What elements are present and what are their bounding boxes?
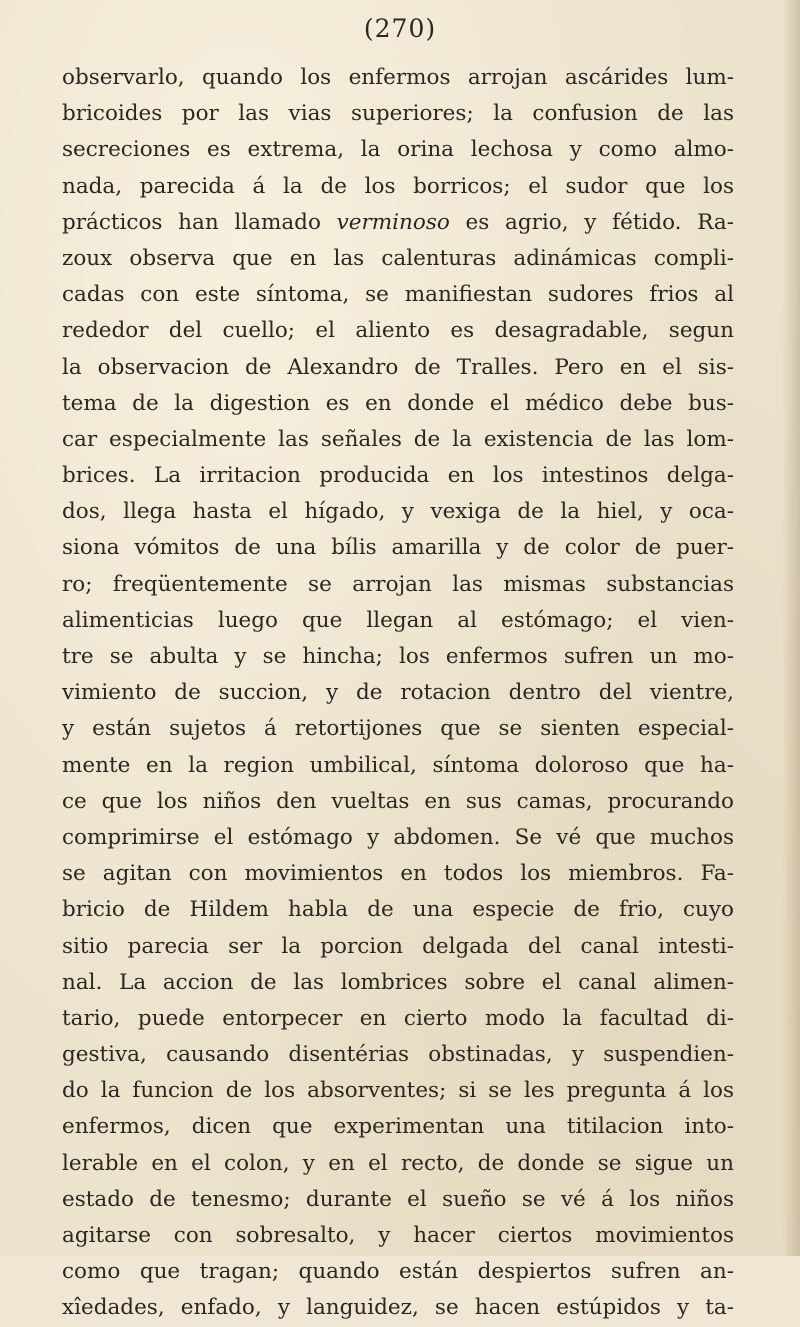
text-line: zoux observa que en las calenturas adinámicas compli- <box>62 245 734 271</box>
text-line: car especialmente las señales de la existencia de las lom- <box>62 426 734 452</box>
text-line: gestiva, causando disentérias obstinadas, y suspendien- <box>62 1042 734 1068</box>
text-line: ce que los niños den vueltas en sus camas, procurando <box>62 788 734 814</box>
text-line: ro; freqüentemente se arrojan las mismas substancias <box>62 571 734 597</box>
text-line: alimenticias luego que llegan al estómago; el vien- <box>62 607 734 633</box>
text-line: vimiento de succion, y de rotacion dentro del vientre, <box>62 680 734 706</box>
text-line: secreciones es extrema, la orina lechosa y como almo- <box>62 137 734 163</box>
text-line: tema de la digestion es en donde el médico debe bus- <box>62 390 734 416</box>
text-line: la observacion de Alexandro de Tralles. Pero en el sis- <box>62 354 734 380</box>
text-line: se agitan con movimientos en todos los miembros. Fa- <box>62 861 734 887</box>
text-line: siona vómitos de una bílis amarilla y de color de puer- <box>62 535 734 561</box>
text-line: observarlo, quando los enfermos arrojan ascárides lum- <box>62 65 734 90</box>
text-line: rededor del cuello; el aliento es desagradable, segun <box>62 318 734 344</box>
text-line: xîedades, enfado, y languidez, se hacen estúpidos y ta- <box>62 1295 734 1321</box>
text-line: estado de tenesmo; durante el sueño se vé á los niños <box>62 1186 734 1212</box>
body-text <box>62 60 734 1327</box>
text-line: tre se abulta y se hincha; los enfermos sufren un mo- <box>62 644 734 669</box>
text-line: bricoides por las vias superiores; la confusion de las <box>62 101 734 127</box>
text-line: mente en la region umbilical, síntoma doloroso que ha- <box>62 752 734 778</box>
page-number: (270) <box>363 14 437 43</box>
italic-term: verminoso <box>336 209 450 235</box>
text-line: do la funcion de los absorventes; si se les pregunta á los <box>62 1078 734 1104</box>
text-line <box>62 205 734 241</box>
text-line: como que tragan; quando están despiertos sufren an- <box>62 1259 734 1285</box>
text-line: bricio de Hildem habla de una especie de frio, cuyo <box>62 897 734 923</box>
text-line: dos, llega hasta el hígado, y vexiga de la hiel, y oca- <box>62 499 734 525</box>
text-line: enfermos, dicen que experimentan una titilacion into- <box>62 1114 734 1140</box>
text-line: cadas con este síntoma, se manifiestan sudores frios al <box>62 282 734 308</box>
text-line: tario, puede entorpecer en cierto modo la facultad di- <box>62 1005 734 1031</box>
text-line: agitarse con sobresalto, y hacer ciertos movimientos <box>62 1223 734 1248</box>
text-line-start: prácticos han llamado <box>62 209 337 235</box>
text-line: lerable en el colon, y en el recto, de donde se sigue un <box>62 1150 734 1176</box>
text-line-end: es agrio, y fétido. Ra- <box>449 209 734 235</box>
text-line: brices. La irritacion producida en los intestinos delga- <box>62 463 734 489</box>
text-line: nal. La accion de las lombrices sobre el canal alimen- <box>62 969 734 995</box>
text-line: y están sujetos á retortijones que se sienten especial- <box>62 716 734 742</box>
text-line: sitio parecia ser la porcion delgada del canal intesti- <box>62 933 734 959</box>
text-line: comprimirse el estómago y abdomen. Se vé que muchos <box>62 824 734 850</box>
text-line: nada, parecida á la de los borricos; el sudor que los <box>62 173 734 199</box>
